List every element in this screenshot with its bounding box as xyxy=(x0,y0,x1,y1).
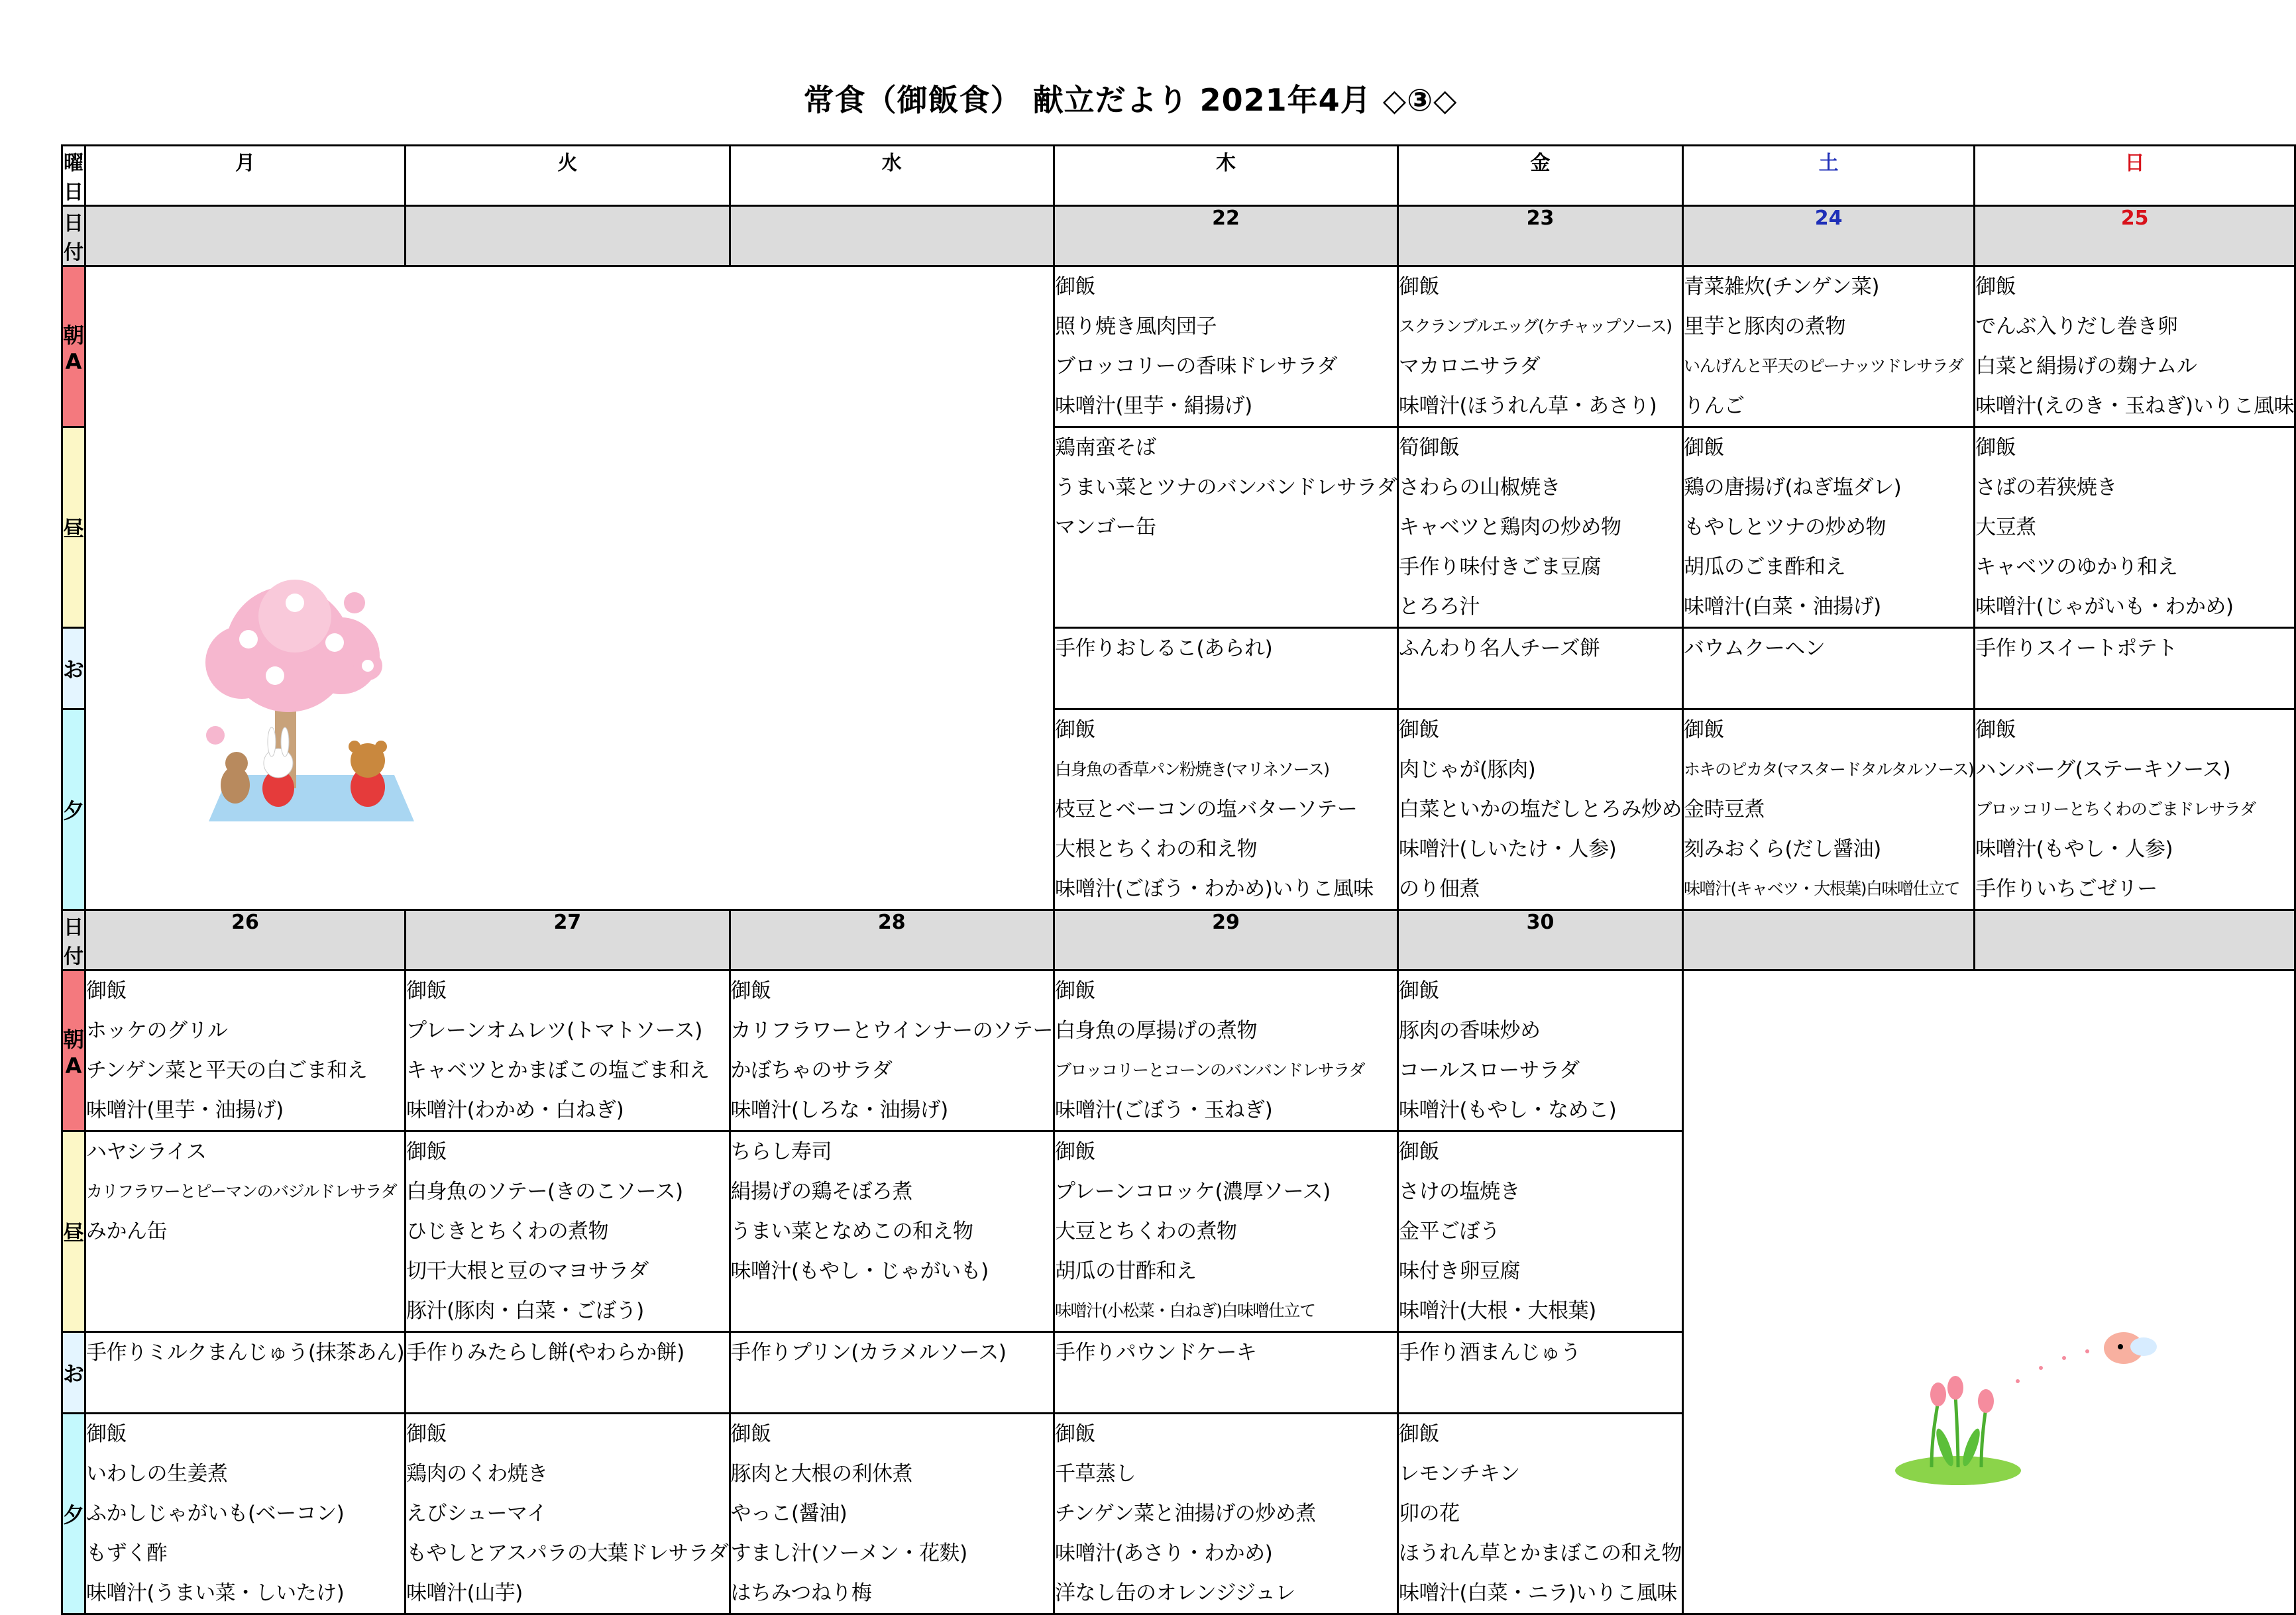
menu-item: 手作り酒まんじゅう xyxy=(1399,1341,1581,1365)
date-cell: 29 xyxy=(1054,910,1398,970)
empty-merged-area xyxy=(1683,970,2295,1614)
menu-item: 胡瓜のごま酢和え xyxy=(1684,555,1846,579)
date-cell: 27 xyxy=(406,910,730,970)
day-header: 土 xyxy=(1683,146,1975,206)
menu-item: 御飯 xyxy=(86,1422,127,1446)
menu-item: 絹揚げの鶏そぼろ煮 xyxy=(730,1180,913,1204)
meal-label-snack: お xyxy=(62,1332,85,1414)
menu-item: ほうれん草とかまぼこの和え物 xyxy=(1399,1541,1682,1565)
menu-item: みかん缶 xyxy=(86,1220,168,1243)
menu-item: 筍御飯 xyxy=(1399,436,1460,460)
header-corner: 曜日 xyxy=(62,146,85,206)
menu-item: 御飯 xyxy=(406,979,447,1003)
menu-item: ひじきとちくわの煮物 xyxy=(406,1220,609,1243)
menu-item: バウムクーヘン xyxy=(1684,637,1826,660)
menu-item: 御飯 xyxy=(1399,979,1440,1003)
menu-item: 御飯 xyxy=(1684,718,1725,742)
menu-item: 卯の花 xyxy=(1399,1502,1460,1526)
date-cell xyxy=(730,206,1054,266)
meal-label-breakfast: 朝A xyxy=(62,266,85,427)
meal-label-dinner: 夕 xyxy=(62,1414,85,1614)
menu-item: チンゲン菜と平天の白ごま和え xyxy=(86,1059,368,1082)
menu-item: ハヤシライス xyxy=(86,1140,207,1164)
menu-item: 鶏肉のくわ焼き xyxy=(406,1462,548,1486)
menu-item: 味噌汁(山芋) xyxy=(406,1581,523,1605)
menu-item: さけの塩焼き xyxy=(1399,1180,1521,1204)
meal-label-breakfast: 朝A xyxy=(62,970,85,1131)
menu-item: 御飯 xyxy=(86,979,127,1003)
menu-cell xyxy=(1398,628,1683,709)
date-cell: 24 xyxy=(1683,206,1975,266)
menu-item: のり佃煮 xyxy=(1399,877,1480,901)
menu-item: ふんわり名人チーズ餅 xyxy=(1399,637,1600,660)
menu-cell xyxy=(1975,709,2295,910)
menu-cell xyxy=(1054,970,1398,1131)
menu-item: 枝豆とベーコンの塩バターソテー xyxy=(1055,798,1358,821)
date-row-label: 日付 xyxy=(62,910,85,970)
menu-item: 大豆煮 xyxy=(1975,515,2036,539)
menu-cell xyxy=(1054,1332,1398,1414)
menu-cell xyxy=(406,970,730,1131)
menu-cell xyxy=(1054,427,1398,628)
menu-item: 手作りパウンドケーキ xyxy=(1055,1341,1257,1365)
menu-item: チンゲン菜と油揚げの炒め煮 xyxy=(1055,1502,1316,1526)
day-header: 木 xyxy=(1054,146,1398,206)
menu-item: キャベツと鶏肉の炒め物 xyxy=(1399,515,1621,539)
menu-cell xyxy=(85,1414,406,1614)
menu-cell xyxy=(730,1332,1054,1414)
menu-cell xyxy=(730,1131,1054,1332)
day-header: 水 xyxy=(730,146,1054,206)
menu-item: 青菜雑炊(チンゲン菜) xyxy=(1684,275,1879,299)
menu-item: 御飯 xyxy=(1975,718,2016,742)
date-cell xyxy=(1975,910,2295,970)
menu-item: 味噌汁(里芋・絹揚げ) xyxy=(1055,394,1252,418)
menu-cell xyxy=(1054,1414,1398,1614)
menu-item: 洋なし缶のオレンジジュレ xyxy=(1055,1581,1296,1605)
menu-cell xyxy=(1975,427,2295,628)
cherry-blossom-picnic-illustration xyxy=(195,576,447,828)
menu-cell xyxy=(1683,709,1975,910)
menu-item: マンゴー缶 xyxy=(1055,515,1156,539)
menu-item: ハンバーグ(ステーキソース) xyxy=(1975,758,2231,782)
menu-cell xyxy=(1398,1414,1683,1614)
menu-item: 手作りおしるこ(あられ) xyxy=(1055,637,1273,660)
menu-item: コールスローサラダ xyxy=(1399,1059,1580,1082)
menu-cell xyxy=(1398,266,1683,427)
menu-item: 味噌汁(ごぼう・玉ねぎ) xyxy=(1055,1098,1273,1122)
menu-item: 豚汁(豚肉・白菜・ごぼう) xyxy=(406,1299,644,1323)
menu-item: 金平ごぼう xyxy=(1399,1220,1500,1243)
menu-item: 手作りみたらし餅(やわらか餅) xyxy=(406,1341,684,1365)
menu-cell xyxy=(406,1414,730,1614)
menu-item: 味噌汁(キャベツ・大根葉)白味噌仕立て xyxy=(1684,879,1960,898)
menu-item: ブロッコリーとコーンのバンバンドレサラダ xyxy=(1055,1061,1365,1080)
menu-item: 手作り味付きごま豆腐 xyxy=(1399,555,1602,579)
menu-item: 照り焼き風肉団子 xyxy=(1055,315,1217,339)
menu-item: 味噌汁(うまい菜・しいたけ) xyxy=(86,1581,345,1605)
menu-cell xyxy=(1683,427,1975,628)
menu-item: 味噌汁(里芋・油揚げ) xyxy=(86,1098,284,1122)
date-cell: 28 xyxy=(730,910,1054,970)
menu-item: レモンチキン xyxy=(1399,1462,1520,1486)
meal-label-snack: お xyxy=(62,628,85,709)
menu-item: 御飯 xyxy=(1975,436,2016,460)
menu-item: 白身魚の厚揚げの煮物 xyxy=(1055,1019,1257,1043)
menu-item: とろろ汁 xyxy=(1399,595,1480,619)
menu-cell xyxy=(1683,628,1975,709)
menu-cell xyxy=(1683,266,1975,427)
menu-item: 味噌汁(もやし・人参) xyxy=(1975,837,2173,861)
menu-item: もやしとツナの炒め物 xyxy=(1684,515,1886,539)
menu-cell xyxy=(1398,1332,1683,1414)
menu-item: 白菜といかの塩だしとろみ炒め xyxy=(1399,798,1682,821)
menu-item: 御飯 xyxy=(1399,718,1440,742)
day-header: 月 xyxy=(85,146,406,206)
menu-cell xyxy=(1398,709,1683,910)
menu-item: もずく酢 xyxy=(86,1541,168,1565)
menu-item: 御飯 xyxy=(1055,275,1095,299)
date-cell xyxy=(85,206,406,266)
menu-item: はちみつねり梅 xyxy=(730,1581,872,1605)
menu-item: でんぶ入りだし巻き卵 xyxy=(1975,315,2178,339)
menu-cell xyxy=(1054,266,1398,427)
menu-item: いわしの生姜煮 xyxy=(86,1462,228,1486)
menu-item: ホッケのグリル xyxy=(86,1019,228,1043)
menu-item: 味噌汁(白菜・ニラ)いりこ風味 xyxy=(1399,1581,1677,1605)
menu-item: カリフラワーとピーマンのバジルドレサラダ xyxy=(86,1182,397,1201)
menu-item: かぼちゃのサラダ xyxy=(730,1059,893,1082)
page-title: 常食（御飯食） 献立だより 2021年4月 ◇③◇ xyxy=(803,82,1458,118)
menu-item: 味噌汁(もやし・なめこ) xyxy=(1399,1098,1617,1122)
menu-item: 胡瓜の甘酢和え xyxy=(1055,1259,1197,1283)
menu-item: 味噌汁(白菜・油揚げ) xyxy=(1684,595,1881,619)
menu-item: 大豆とちくわの煮物 xyxy=(1055,1220,1237,1243)
menu-item: 千草蒸し xyxy=(1055,1462,1136,1486)
menu-item: 味噌汁(しろな・油揚げ) xyxy=(730,1098,948,1122)
menu-item: 味噌汁(えのき・玉ねぎ)いりこ風味 xyxy=(1975,394,2294,418)
menu-item: いんげんと平天のピーナッツドレサラダ xyxy=(1684,356,1963,376)
menu-cell xyxy=(85,1131,406,1332)
menu-item: りんご xyxy=(1684,394,1745,418)
menu-item: 味噌汁(しいたけ・人参) xyxy=(1399,837,1617,861)
menu-item: やっこ(醤油) xyxy=(730,1502,847,1526)
menu-item: 白菜と絹揚げの麹ナムル xyxy=(1975,354,2197,378)
menu-cell xyxy=(406,1332,730,1414)
menu-item: 御飯 xyxy=(1055,718,1095,742)
menu-item: 切干大根と豆のマヨサラダ xyxy=(406,1259,649,1283)
day-header: 日 xyxy=(1975,146,2295,206)
menu-item: 手作りいちごゼリー xyxy=(1975,877,2158,901)
meal-label-dinner: 夕 xyxy=(62,709,85,910)
menu-item: 御飯 xyxy=(1055,1140,1095,1164)
menu-item: 里芋と豚肉の煮物 xyxy=(1684,315,1846,339)
menu-cell xyxy=(1054,1131,1398,1332)
date-cell: 30 xyxy=(1398,910,1683,970)
menu-item: 御飯 xyxy=(730,1422,771,1446)
menu-item: 御飯 xyxy=(730,979,771,1003)
day-header: 金 xyxy=(1398,146,1683,206)
menu-cell xyxy=(1398,970,1683,1131)
menu-cell xyxy=(85,1332,406,1414)
menu-cell xyxy=(730,1414,1054,1614)
date-cell xyxy=(406,206,730,266)
menu-item: 御飯 xyxy=(406,1422,447,1446)
menu-item: 御飯 xyxy=(1684,436,1725,460)
menu-item: ブロッコリーとちくわのごまドレサラダ xyxy=(1975,800,2256,819)
menu-item: 味噌汁(ごぼう・わかめ)いりこ風味 xyxy=(1055,877,1374,901)
menu-item: 御飯 xyxy=(406,1140,447,1164)
menu-item: 大根とちくわの和え物 xyxy=(1055,837,1257,861)
menu-item: もやしとアスパラの大葉ドレサラダ xyxy=(406,1541,729,1565)
menu-item: 味噌汁(わかめ・白ねぎ) xyxy=(406,1098,624,1122)
day-header: 火 xyxy=(406,146,730,206)
menu-item: ちらし寿司 xyxy=(730,1140,832,1164)
date-cell: 26 xyxy=(85,910,406,970)
menu-item: 手作りスイートポテト xyxy=(1975,637,2177,660)
menu-item: さばの若狭焼き xyxy=(1975,476,2117,499)
menu-cell xyxy=(406,1131,730,1332)
menu-item: ふかしじゃがいも(ベーコン) xyxy=(86,1502,345,1526)
menu-item: 御飯 xyxy=(1055,1422,1095,1446)
menu-item: 肉じゃが(豚肉) xyxy=(1399,758,1536,782)
menu-item: 刻みおくら(だし醤油) xyxy=(1684,837,1881,861)
menu-item: 手作りミルクまんじゅう(抹茶あん) xyxy=(86,1341,405,1365)
menu-item: 鶏の唐揚げ(ねぎ塩ダレ) xyxy=(1684,476,1902,499)
tulips-and-butterfly-illustration xyxy=(1892,1322,2170,1494)
date-cell xyxy=(1683,910,1975,970)
menu-item: えびシューマイ xyxy=(406,1502,547,1526)
menu-item: ブロッコリーの香味ドレサラダ xyxy=(1055,354,1338,378)
menu-item: うまい菜とツナのバンバンドレサラダ xyxy=(1055,476,1397,499)
menu-item: すまし汁(ソーメン・花麩) xyxy=(730,1541,967,1565)
menu-cell xyxy=(85,970,406,1131)
date-cell: 22 xyxy=(1054,206,1398,266)
menu-item: 御飯 xyxy=(1975,275,2016,299)
menu-item: 味噌汁(じゃがいも・わかめ) xyxy=(1975,595,2234,619)
menu-item: 御飯 xyxy=(1055,979,1095,1003)
menu-cell xyxy=(1975,266,2295,427)
menu-item: 御飯 xyxy=(1399,1422,1440,1446)
menu-cell xyxy=(1398,1131,1683,1332)
menu-item: カリフラワーとウインナーのソテー xyxy=(730,1019,1053,1043)
meal-label-lunch: 昼 xyxy=(62,1131,85,1332)
menu-cell xyxy=(1398,427,1683,628)
menu-item: マカロニサラダ xyxy=(1399,354,1541,378)
menu-item: 味噌汁(もやし・じゃがいも) xyxy=(730,1259,989,1283)
menu-item: 白身魚のソテー(きのこソース) xyxy=(406,1180,683,1204)
menu-item: 味噌汁(小松菜・白ねぎ)白味噌仕立て xyxy=(1055,1301,1315,1320)
menu-cell xyxy=(730,970,1054,1131)
menu-item: 金時豆煮 xyxy=(1684,798,1765,821)
menu-cell xyxy=(1054,628,1398,709)
menu-item: 白身魚の香草パン粉焼き(マリネソース) xyxy=(1055,760,1329,779)
date-cell: 25 xyxy=(1975,206,2295,266)
menu-item: 鶏南蛮そば xyxy=(1055,436,1156,460)
menu-item: うまい菜となめこの和え物 xyxy=(730,1220,973,1243)
menu-item: 味噌汁(あさり・わかめ) xyxy=(1055,1541,1273,1565)
menu-item: スクランブルエッグ(ケチャップソース) xyxy=(1399,317,1672,336)
date-row-label: 日付 xyxy=(62,206,85,266)
menu-item: キャベツのゆかり和え xyxy=(1975,555,2178,579)
menu-item: 手作りプリン(カラメルソース) xyxy=(730,1341,1007,1365)
menu-item: 御飯 xyxy=(1399,1140,1440,1164)
menu-cell xyxy=(1054,709,1398,910)
menu-item: 御飯 xyxy=(1399,275,1440,299)
menu-item: キャベツとかまぼこの塩ごま和え xyxy=(406,1059,710,1082)
menu-item: ホキのピカタ(マスタードタルタルソース) xyxy=(1684,760,1974,779)
menu-item: 味噌汁(ほうれん草・あさり) xyxy=(1399,394,1657,418)
date-cell: 23 xyxy=(1398,206,1683,266)
meal-label-lunch: 昼 xyxy=(62,427,85,628)
menu-item: 味噌汁(大根・大根葉) xyxy=(1399,1299,1596,1323)
menu-item: プレーンコロッケ(濃厚ソース) xyxy=(1055,1180,1331,1204)
menu-item: プレーンオムレツ(トマトソース) xyxy=(406,1019,702,1043)
menu-item: 豚肉の香味炒め xyxy=(1399,1019,1541,1043)
menu-item: 豚肉と大根の利休煮 xyxy=(730,1462,913,1486)
menu-cell xyxy=(1975,628,2295,709)
menu-item: さわらの山椒焼き xyxy=(1399,476,1561,499)
menu-item: 味付き卵豆腐 xyxy=(1399,1259,1521,1283)
